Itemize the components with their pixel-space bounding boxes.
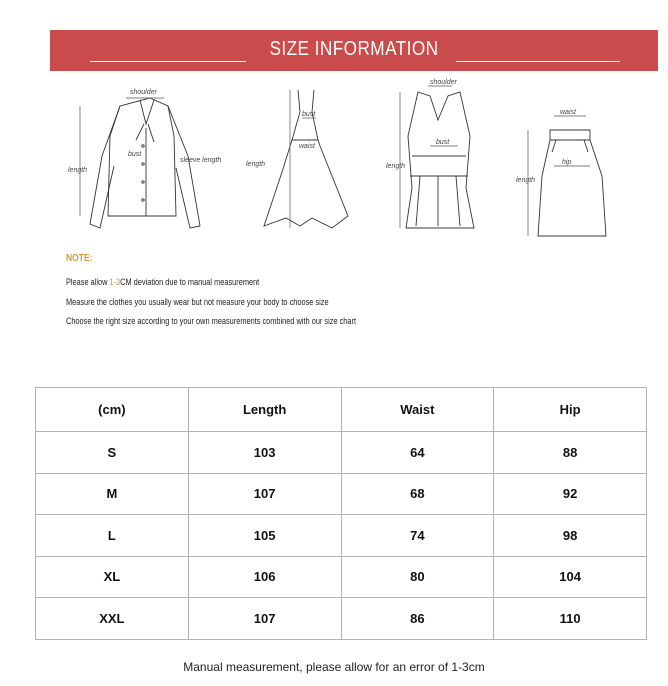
size-cell: M xyxy=(36,473,189,515)
hip-cell: 104 xyxy=(494,556,647,598)
header-waist: Waist xyxy=(341,388,494,432)
note-line-choose: Choose the right size according to your own measurements combined with our size chart xyxy=(66,316,357,326)
label-shoulder-1: shoulder xyxy=(130,89,157,96)
size-cell: XXL xyxy=(36,598,189,640)
hip-cell: 88 xyxy=(494,432,647,474)
table-header-row xyxy=(36,388,647,432)
vest-figure xyxy=(406,92,474,228)
measurement-arrows xyxy=(80,86,590,236)
hip-cell: 98 xyxy=(494,515,647,557)
banner-divider-right xyxy=(456,61,620,62)
waist-cell: 80 xyxy=(341,556,494,598)
label-waist-4: waist xyxy=(560,109,576,116)
length-cell: 106 xyxy=(188,556,341,598)
waist-cell: 86 xyxy=(341,598,494,640)
table-row xyxy=(36,598,647,640)
label-length-1: length xyxy=(68,167,88,174)
label-length-4: length xyxy=(516,177,536,184)
label-hip-4: hip xyxy=(562,159,572,166)
banner-divider-left xyxy=(90,61,246,62)
size-information-image xyxy=(50,30,658,340)
garment-illustrations xyxy=(50,76,658,256)
label-sleeve-length: sleeve length xyxy=(180,157,222,164)
hip-cell: 92 xyxy=(494,473,647,515)
size-chart-table xyxy=(35,387,647,640)
size-cell: XL xyxy=(36,556,189,598)
header-length: Length xyxy=(188,388,341,432)
waist-cell: 74 xyxy=(341,515,494,557)
label-shoulder-3: shoulder xyxy=(430,79,457,86)
length-cell: 107 xyxy=(188,473,341,515)
length-cell: 105 xyxy=(188,515,341,557)
note-line-measure: Measure the clothes you usually wear but not measure your body to choose size xyxy=(66,297,329,307)
skirt-figure xyxy=(538,130,606,236)
banner-title: SIZE INFORMATION xyxy=(269,38,439,60)
note-line-deviation-post: CM deviation due to manual measurement xyxy=(120,277,260,287)
note-title: NOTE: xyxy=(66,253,93,264)
label-bust-3: bust xyxy=(436,139,450,146)
size-cell: S xyxy=(36,432,189,474)
table-row xyxy=(36,473,647,515)
label-bust-2: bust xyxy=(302,111,316,118)
label-waist-2: waist xyxy=(299,143,315,150)
hip-cell: 110 xyxy=(494,598,647,640)
waist-cell: 68 xyxy=(341,473,494,515)
label-bust-1: bust xyxy=(128,151,142,158)
length-cell: 107 xyxy=(188,598,341,640)
note-line-deviation-pre: Please allow xyxy=(66,277,110,287)
table-row xyxy=(36,515,647,557)
waist-cell: 64 xyxy=(341,432,494,474)
label-length-3: length xyxy=(386,163,406,170)
footer-note: Manual measurement, please allow for an error of 1-3cm xyxy=(183,660,485,674)
table-row xyxy=(36,432,647,474)
size-cell: L xyxy=(36,515,189,557)
size-information-banner xyxy=(50,30,658,71)
table-row xyxy=(36,556,647,598)
note-line-deviation-highlight: 1-3 xyxy=(109,277,121,287)
note-line-deviation xyxy=(66,277,259,287)
header-hip: Hip xyxy=(494,388,647,432)
length-cell: 103 xyxy=(188,432,341,474)
header-cm: (cm) xyxy=(36,388,189,432)
garment-figures xyxy=(50,76,658,276)
label-length-2: length xyxy=(246,161,266,168)
